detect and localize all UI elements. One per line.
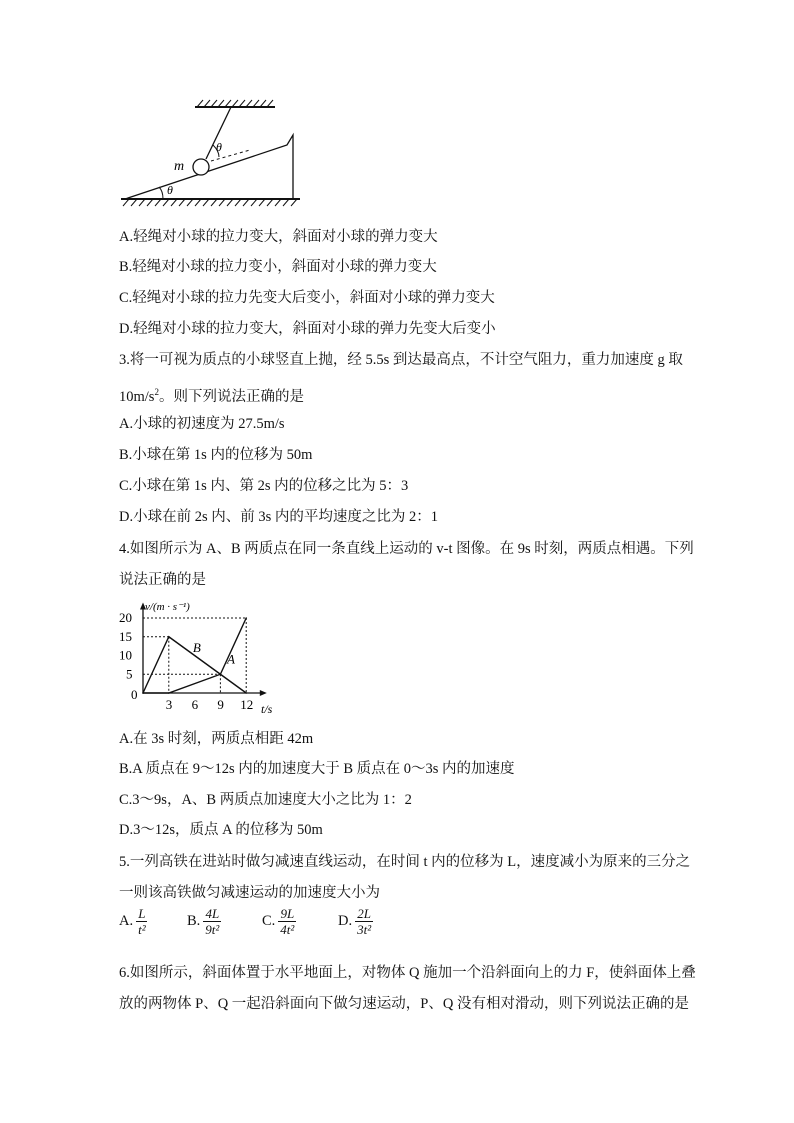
y-tick-label: 5 — [126, 666, 133, 682]
mass-label: m — [174, 159, 185, 174]
q4-option-b: B.A 质点在 9～12s 内的加速度大于 B 质点在 0～3s 内的加速度 — [119, 761, 515, 777]
q2-option-a: A.轻绳对小球的拉力变大，斜面对小球的弹力变大 — [119, 229, 438, 245]
incline-angle-label: θ — [167, 183, 173, 197]
q5-stem-line1: 5.一列高铁在进站时做匀减速直线运动，在时间 t 内的位移为 L，速度减小为原来的三分之 — [119, 854, 691, 870]
q5-option-d: D. $\frac{2L}{\text{3t²}}$ — [338, 906, 372, 937]
incline-ball-figure — [115, 95, 305, 213]
series-a-point — [245, 617, 247, 619]
y-tick-label: 15 — [119, 628, 132, 644]
q4-stem-line2: 说法正确的是 — [119, 572, 206, 588]
q3-option-d: D.小球在前 2s 内、前 3s 内的平均速度之比为 2：1 — [119, 509, 439, 525]
q2-option-b: B.轻绳对小球的拉力变小，斜面对小球的弹力变大 — [119, 259, 437, 275]
q5-option-c: C. $\frac{9L}{\text{4t²}}$ — [262, 906, 295, 937]
y-tick-label: 10 — [119, 647, 132, 663]
q4-option-c: C.3～9s，A、B 两质点加速度大小之比为 1：2 — [119, 792, 412, 808]
q6-stem-line1: 6.如图所示，斜面体置于水平地面上，对物体 Q 施加一个沿斜面向上的力 F，使斜面体上叠 — [119, 965, 696, 981]
x-tick-label: 6 — [191, 697, 199, 712]
q3-stem-line1: 3.将一可视为质点的小球竖直上抛，经 5.5s 到达最高点，不计空气阻力，重力加速度 g 取 — [119, 352, 683, 368]
rope-angle-label: θ — [216, 140, 222, 154]
x-axis-label: t/s — [261, 702, 273, 716]
q3-option-b: B.小球在第 1s 内的位移为 50m — [119, 447, 313, 463]
q2-option-c: C.轻绳对小球的拉力先变大后变小，斜面对小球的弹力变大 — [119, 290, 495, 306]
y-tick-label: 20 — [119, 610, 132, 625]
q4-option-d: D.3～12s，质点 A 的位移为 50m — [119, 822, 323, 838]
q3-option-c: C.小球在第 1s 内、第 2s 内的位移之比为 5：3 — [119, 478, 409, 494]
q5-stem-line2: 一则该高铁做匀减速运动的加速度大小为 — [119, 885, 380, 901]
q6-stem-line2: 放的两物体 P、Q 一起沿斜面向下做匀速运动，P、Q 没有相对滑动，则下列说法正确的是 — [119, 996, 689, 1012]
x-axis-arrow — [260, 690, 267, 696]
vt-graph — [115, 598, 285, 716]
y-axis-label: v/(m · s⁻¹) — [145, 601, 190, 613]
series-b-point — [245, 692, 247, 694]
origin-label: 0 — [131, 687, 138, 702]
q5-option-b: B. $\frac{4L}{\text{9t²}}$ — [187, 906, 220, 937]
q3-option-a: A.小球的初速度为 27.5m/s — [119, 416, 285, 432]
x-tick-label: 3 — [165, 697, 173, 712]
x-tick-label: 12 — [240, 697, 254, 712]
series-a-label: A — [227, 651, 235, 667]
q4-stem-line1: 4.如图所示为 A、B 两质点在同一条直线上运动的 v-t 图像。在 9s 时刻，两质点相遇。下列 — [119, 541, 694, 557]
series-b-point — [142, 692, 144, 694]
q2-option-d: D.轻绳对小球的拉力变大，斜面对小球的弹力先变大后变小 — [119, 321, 496, 337]
q5-option-a: A. $\frac{L}{\text{t²}}$ — [119, 906, 146, 937]
series-b-label: B — [192, 640, 201, 655]
series-a-point — [168, 692, 170, 694]
q3-stem-line2: $10m/s^2$。则下列说法正确的是 — [119, 387, 304, 405]
q4-option-a: A.在 3s 时刻，两质点相距 42m — [119, 731, 314, 747]
x-tick-label: 9 — [217, 697, 224, 712]
series-b-point — [168, 636, 170, 638]
